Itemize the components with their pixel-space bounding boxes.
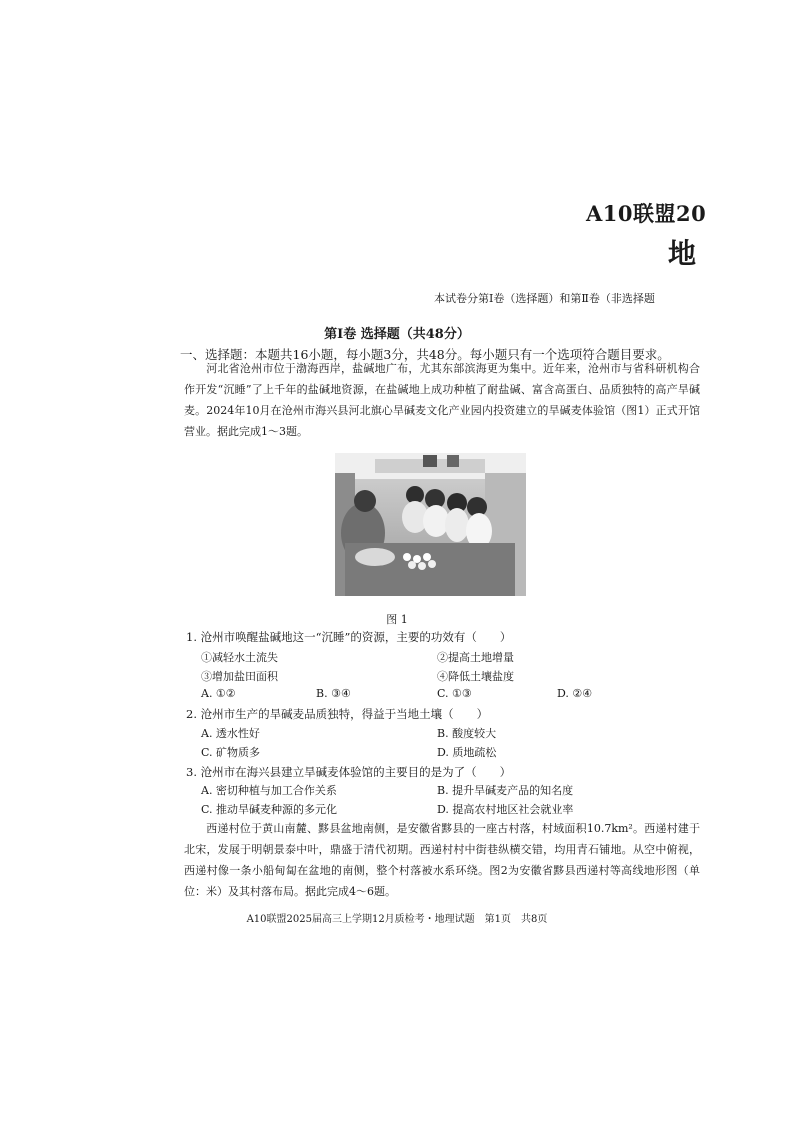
question-2-choice-d: D. 质地疏松 [437, 746, 497, 759]
passage-1: 河北省沧州市位于渤海西岸，盐碱地广布，尤其东部滨海更为集中。近年来，沧州市与省科研机构合作开发“沉睡”了上千年的盐碱地资源，在盐碱地上成功种植了耐盐碱、富含高蛋白、品质独特的高产旱碱麦。2024年10月在沧州市海兴县河北旗心旱碱麦文化产业园内投资建立的旱碱麦体验馆（图1）正式开馆营业。据此完成1～3题。 [184, 362, 700, 438]
question-3-choice-b: B. 提升旱碱麦产品的知名度 [437, 784, 574, 797]
question-2-choice-b: B. 酸度较大 [437, 727, 497, 740]
passage-2: 西递村位于黄山南麓、黟县盆地南侧，是安徽省黟县的一座古村落，村域面积10.7km²。西递村建于北宋，发展于明朝景泰中叶，鼎盛于清代初期。西递村村中街巷纵横交错，均用青石铺地。从空中俯视，西递村像一条小船甸匐在盆地的南侧，整个村落被水系环绕。图2为安徽省黟县西递村等高线地形图（单位：米）及其村落布局。据此完成4～6题。 [184, 822, 700, 898]
question-2-stem: 2. 沧州市生产的旱碱麦品质独特，得益于当地土壤（ ） [186, 707, 489, 721]
page-footer: A10联盟2025届高三上学期12月质检考・地理试题 第1页 共8页 [246, 914, 548, 925]
question-1-item-2: ②提高土地增量 [437, 651, 514, 664]
question-1-choice-b: B. ③④ [316, 687, 351, 700]
subject-title: 地 [668, 237, 697, 270]
question-3-choice-a: A. 密切种植与加工合作关系 [201, 784, 337, 797]
question-1-stem: 1. 沧州市唤醒盐碱地这一“沉睡”的资源，主要的功效有（ ） [186, 630, 512, 644]
exam-brand-title: A10联盟20 [586, 201, 707, 226]
question-3-stem: 3. 沧州市在海兴县建立旱碱麦体验馆的主要目的是为了（ ） [186, 765, 512, 779]
question-1-item-1: ①减轻水土流失 [201, 651, 278, 664]
question-2-choice-a: A. 透水性好 [201, 727, 260, 740]
question-1-choice-d: D. ②④ [557, 687, 593, 700]
section-instruction: 一、选择题：本题共16小题，每小题3分，共48分。每小题只有一个选项符合题目要求。 [180, 347, 670, 362]
section-title: 第Ⅰ卷 选择题（共48分） [324, 327, 470, 342]
question-3-choice-d: D. 提高农村地区社会就业率 [437, 803, 574, 816]
question-1-choice-a: A. ①② [201, 687, 236, 700]
question-2-choice-c: C. 矿物质多 [201, 746, 261, 759]
question-1-item-3: ③增加盐田面积 [201, 670, 278, 683]
question-1-item-4: ④降低土壤盐度 [437, 670, 514, 683]
exam-note: 本试卷分第Ⅰ卷（选择题）和第Ⅱ卷（非选择题 [434, 292, 655, 305]
question-3-choice-c: C. 推动旱碱麦种源的多元化 [201, 803, 338, 816]
question-1-choice-c: C. ①③ [437, 687, 472, 700]
figure-1-caption: 图 1 [386, 613, 408, 626]
figure-1-photo [335, 453, 526, 596]
